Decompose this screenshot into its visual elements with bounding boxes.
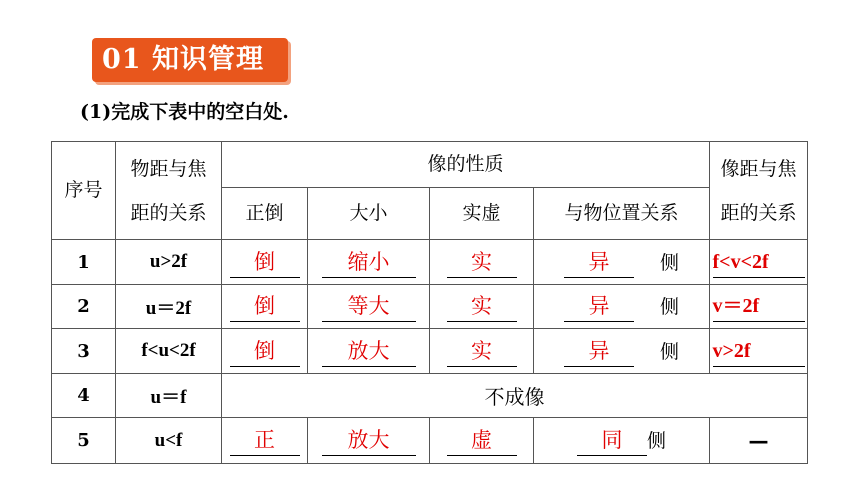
table-row: [52, 329, 808, 374]
real-virtual-answer: 实: [447, 291, 517, 322]
real-virtual-answer: 虚: [447, 425, 517, 456]
lens-imaging-table: [51, 141, 808, 464]
section-title: 01 知识管理: [102, 44, 264, 75]
header-object-relation: [116, 142, 222, 240]
table-row: [52, 374, 808, 418]
image-distance-answer: v＝2f: [713, 291, 805, 322]
orientation-answer: 正: [230, 425, 300, 456]
header-size: 大小: [308, 188, 430, 240]
table-row: [52, 285, 808, 329]
header-object-relation-line2: 距的关系: [130, 201, 207, 224]
header-orientation: 正倒: [222, 188, 308, 240]
image-distance-answer: v>2f: [713, 336, 805, 367]
object-distance-relation: u<f: [116, 418, 222, 464]
side-answer: 异: [564, 336, 634, 367]
side-suffix: 侧: [660, 296, 680, 318]
header-image-relation: [710, 142, 808, 240]
header-object-relation-line1: 物距与焦: [130, 157, 207, 180]
size-answer: 放大: [322, 425, 416, 456]
row-number: 2: [52, 285, 116, 329]
no-image-text: 不成像: [222, 374, 808, 418]
size-answer: 等大: [322, 291, 416, 322]
row-number: 5: [52, 418, 116, 464]
side-suffix: 侧: [647, 430, 667, 452]
header-index: 序号: [52, 142, 116, 240]
header-image-nature: 像的性质: [222, 142, 710, 188]
size-answer: 放大: [322, 336, 416, 367]
image-distance-answer: —: [710, 418, 808, 464]
header-image-relation-line1: 像距与焦: [720, 157, 797, 180]
real-virtual-answer: 实: [447, 247, 517, 278]
row-number: 1: [52, 240, 116, 285]
image-distance-answer: f<v<2f: [713, 247, 805, 278]
table-row: [52, 418, 808, 464]
object-distance-relation: f<u<2f: [116, 329, 222, 374]
row-number: 4: [52, 374, 116, 418]
size-answer: 缩小: [322, 247, 416, 278]
orientation-answer: 倒: [230, 336, 300, 367]
section-badge: [92, 38, 288, 82]
object-distance-relation: u>2f: [116, 240, 222, 285]
object-distance-relation: u＝2f: [116, 285, 222, 329]
side-answer: 异: [564, 291, 634, 322]
header-image-relation-line2: 距的关系: [720, 201, 797, 224]
header-position: 与物位置关系: [534, 188, 710, 240]
orientation-answer: 倒: [230, 247, 300, 278]
row-number: 3: [52, 329, 116, 374]
orientation-answer: 倒: [230, 291, 300, 322]
header-real-virtual: 实虚: [430, 188, 534, 240]
side-answer: 异: [564, 247, 634, 278]
side-answer: 同: [577, 425, 647, 456]
subtitle: (1)完成下表中的空白处.: [80, 101, 289, 123]
object-distance-relation: u＝f: [116, 374, 222, 418]
table-row: [52, 240, 808, 285]
side-suffix: 侧: [660, 251, 680, 274]
side-suffix: 侧: [660, 340, 680, 363]
real-virtual-answer: 实: [447, 336, 517, 367]
